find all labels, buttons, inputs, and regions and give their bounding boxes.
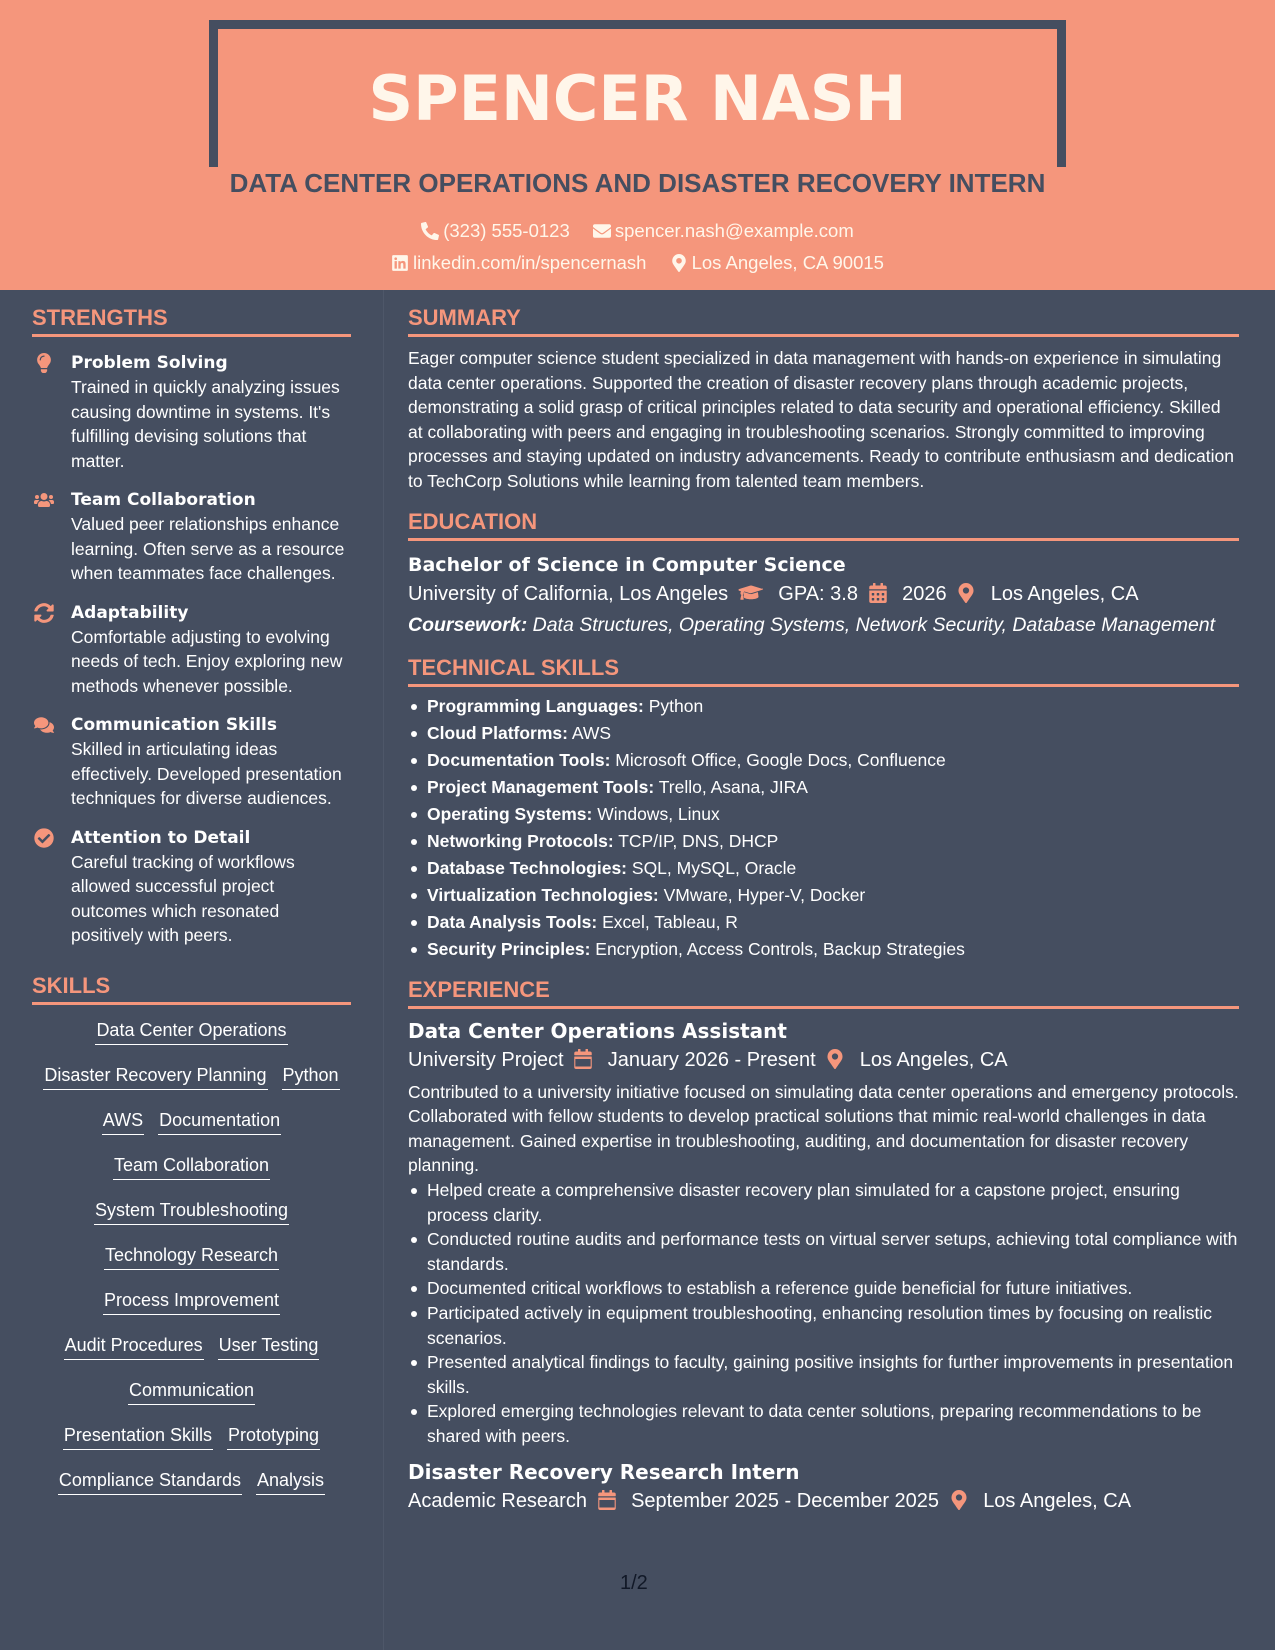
list-item: Documented critical workflows to establish a reference guide beneficial for future initiatives. [408,1276,1239,1301]
experience-heading: EXPERIENCE [408,977,1239,1009]
list-item: Conducted routine audits and performance tests on virtual server setups, achieving total compliance with standards. [408,1227,1239,1276]
job-org: University Project [408,1048,564,1071]
skills-list [32,1018,351,1513]
strength-desc: Careful tracking of workflows allowed successful project outcomes which resonated positively with peers. [71,851,295,945]
skill-tag: System Troubleshooting [94,1198,289,1225]
strength-title: Attention to Detail [71,827,251,848]
skill-line [32,1333,351,1378]
list-item: Explored emerging technologies relevant to data center solutions, preparing recommendations to be shared with peers. [408,1399,1239,1448]
skill-line [32,1198,351,1243]
degree-title: Bachelor of Science in Computer Science [408,553,846,576]
resume-header [0,0,1275,290]
list-item [408,774,1239,801]
phone-icon [421,222,439,240]
skills-heading: SKILLS [32,973,351,1005]
list-item [408,909,1239,936]
job-title: Disaster Recovery Research Intern [408,1460,800,1485]
comments-icon [34,715,54,735]
technical-skills-heading: TECHNICAL SKILLS [408,655,1239,687]
envelope-icon [593,222,611,240]
phone-contact[interactable] [421,220,570,242]
tech-value: Windows, Linux [597,803,720,824]
gpa-text: GPA: 3.8 [778,582,858,605]
page-number: 1/2 [620,1572,648,1594]
graduation-cap-icon [738,583,764,603]
job-title-headline: DATA CENTER OPERATIONS AND DISASTER RECOVERY INTERN [229,168,1046,198]
skill-tag: Python [282,1063,340,1090]
tech-label: Documentation Tools: [427,749,611,770]
location-contact [670,252,884,274]
strength-title: Problem Solving [71,353,228,373]
strength-item [32,601,351,699]
skill-line [32,1288,351,1333]
tech-label: Database Technologies: [427,857,628,878]
list-item: Presented analytical findings to faculty, gaining positive insights for further improvements in presentation skills. [408,1350,1239,1399]
calendar-icon [868,583,888,603]
skill-tag: Analysis [256,1468,325,1495]
skill-tag: Disaster Recovery Planning [43,1063,267,1090]
education-meta [408,579,1239,609]
calendar-icon [573,1049,593,1069]
coursework-list: Data Structures, Operating Systems, Network Security, Database Management [532,613,1216,636]
column-divider [383,290,384,1650]
calendar-icon [597,1490,617,1510]
job-dates: January 2026 - Present [607,1048,816,1071]
job-bullets [408,1178,1239,1449]
strength-desc: Trained in quickly analyzing issues causing downtime in systems. It's fulfilling devising solutions that matter. [71,377,340,471]
tech-value: AWS [571,722,612,743]
strength-item [32,713,351,811]
skill-line [32,1468,351,1513]
job-meta [408,1045,1239,1075]
list-item [408,720,1239,747]
tech-value: VMware, Hyper-V, Docker [663,884,866,905]
linkedin-text: linkedin.com/in/spencernash [413,252,647,273]
strength-title: Adaptability [71,602,189,623]
map-pin-icon [670,254,688,272]
map-pin-icon [956,583,976,603]
right-column [408,305,1239,1516]
education-heading: EDUCATION [408,509,1239,541]
tech-value: Excel, Tableau, R [602,911,738,932]
list-item [408,747,1239,774]
job-location: Los Angeles, CA [859,1048,1008,1071]
school-name: University of California, Los Angeles [408,582,729,605]
lightbulb-icon [34,353,54,373]
summary-text: Eager computer science student specialized in data management with hands-on experience in simulating data center operations. Supported the creation of disaster recovery plans through academic projects, demonstrating a solid grasp of critical principles related to data security and operational efficiency. Skilled at collaborating with peers and engaging in troubleshooting scenarios. Strongly committed to improving processes and staying updated on industry advancements. Ready to contribute enthusiasm and dedication to TechCorp Solutions while learning from talented team members. [408,348,1234,491]
tech-label: Operating Systems: [427,803,593,824]
map-pin-icon [825,1049,845,1069]
strength-desc: Comfortable adjusting to evolving needs of tech. Enjoy exploring new methods whenever possible. [71,626,343,696]
contact-row-1 [0,220,1275,242]
list-item [408,855,1239,882]
skill-line [32,1153,351,1198]
tech-label: Data Analysis Tools: [427,911,598,932]
job-location: Los Angeles, CA [983,1490,1132,1513]
strength-item [32,351,351,473]
skill-tag: User Testing [218,1333,320,1360]
skill-tag: Presentation Skills [63,1423,213,1450]
skill-tag: Documentation [158,1108,281,1135]
school-location: Los Angeles, CA [990,582,1139,605]
list-item: Helped create a comprehensive disaster recovery plan simulated for a capstone project, ensuring process clarity. [408,1178,1239,1227]
left-column [32,305,351,1513]
skill-line [32,1063,351,1108]
skill-line [32,1243,351,1288]
tech-label: Project Management Tools: [427,776,655,797]
skill-tag: Audit Procedures [64,1333,204,1360]
job-description: Contributed to a university initiative focused on simulating data center operations and emergency protocols. Collaborated with fellow students to develop practical solutions that mimic real-world challenges in data management. Gained expertise in troubleshooting, auditing, and documentation for disaster recovery planning. [408,1081,1239,1176]
skill-tag: Prototyping [227,1423,320,1450]
skill-tag: Team Collaboration [113,1153,270,1180]
skill-tag: Technology Research [104,1243,279,1270]
check-circle-icon [34,828,54,848]
skill-tag: Communication [128,1378,255,1405]
technical-skills-list [408,693,1239,963]
users-icon [34,490,54,510]
tech-value: TCP/IP, DNS, DHCP [618,830,779,851]
contact-row-2 [0,252,1275,274]
strength-desc: Valued peer relationships enhance learning. Often serve as a resource when teammates face challenges. [71,514,345,583]
skill-line [32,1423,351,1468]
skill-tag: Compliance Standards [58,1468,242,1495]
skill-tag: Data Center Operations [95,1018,287,1045]
tech-label: Cloud Platforms: [427,722,568,743]
list-item [408,693,1239,720]
skill-tag: Process Improvement [103,1288,280,1315]
list-item [408,936,1239,963]
summary-heading: SUMMARY [408,305,1239,337]
job-org: Academic Research [408,1490,587,1513]
candidate-name: SPENCER NASH [368,62,907,135]
skill-line [32,1018,351,1063]
tech-label: Programming Languages: [427,695,644,716]
coursework-label: Coursework: [408,613,528,636]
coursework [408,609,1239,641]
phone-text: (323) 555-0123 [443,220,570,241]
linkedin-contact[interactable] [391,252,646,274]
tech-value: Encryption, Access Controls, Backup Strategies [595,938,965,959]
linkedin-icon [391,254,409,272]
skill-line [32,1108,351,1153]
grad-year: 2026 [902,582,947,605]
tech-value: Trello, Asana, JIRA [658,776,808,797]
map-pin-icon [949,1490,969,1510]
tech-value: Python [648,695,704,716]
tech-label: Security Principles: [427,938,591,959]
strength-item [32,826,351,948]
list-item: Participated actively in equipment troubleshooting, enhancing resolution times by focusing on realistic scenarios. [408,1301,1239,1350]
strength-item [32,488,351,586]
tech-label: Networking Protocols: [427,830,614,851]
job-meta [408,1486,1239,1516]
tech-value: Microsoft Office, Google Docs, Confluence [615,749,946,770]
location-text: Los Angeles, CA 90015 [691,252,884,273]
tech-value: SQL, MySQL, Oracle [631,857,797,878]
list-item [408,882,1239,909]
strength-title: Team Collaboration [71,490,256,510]
job-title: Data Center Operations Assistant [408,1018,787,1043]
list-item [408,801,1239,828]
skill-line [32,1378,351,1423]
strengths-heading: STRENGTHS [32,305,351,337]
email-contact[interactable] [593,220,854,242]
strength-title: Communication Skills [71,715,277,735]
refresh-icon [34,603,54,623]
skill-tag: AWS [102,1108,144,1135]
strength-desc: Skilled in articulating ideas effectively. Developed presentation techniques for diverse audiences. [71,739,342,808]
job-dates: September 2025 - December 2025 [631,1490,940,1513]
tech-label: Virtualization Technologies: [427,884,659,905]
list-item [408,828,1239,855]
email-text: spencer.nash@example.com [614,220,854,241]
